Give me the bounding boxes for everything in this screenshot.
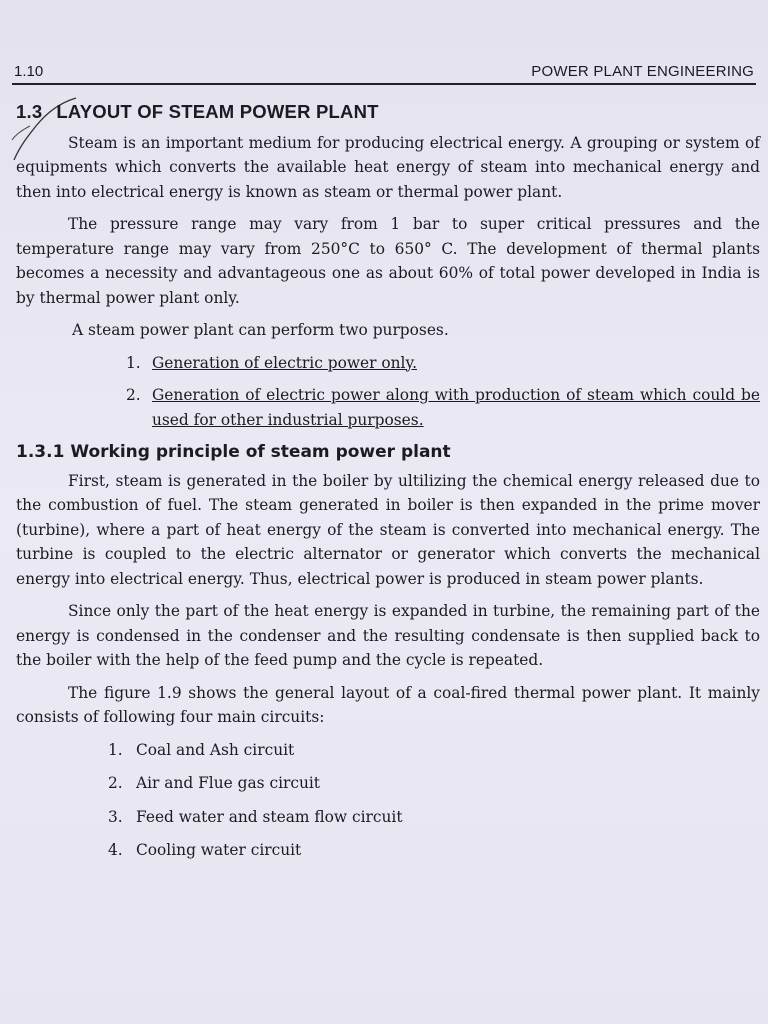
working-paragraph: First, steam is generated in the boiler by ultilizing the chemical energy released due to the combustion of fuel. The steam generated in boiler is then expanded in the prime mover (turbine), where a part of heat energy of the steam is converted into mechanical energy. The turbine is coupled to the electric alternator or generator which converts the mechanical energy into electrical energy. Thus, electrical power is produced in steam power plants. [16,471,760,588]
list-item-number: 3. [108,807,123,826]
section-heading [16,100,760,125]
list-item [16,351,760,376]
section-number: 1.3 [16,101,43,122]
list-item [16,383,760,432]
pressure-paragraph: The pressure range may vary from 1 bar to super critical pressures and the temperature range may vary from 250°C to 650° C. The development of thermal plants becomes a necessity and advantageous one as about 60% of total power developed in India is by thermal power plant only. [16,215,760,307]
purposes-list [16,351,760,433]
list-item [16,805,760,830]
list-item-number: 1. [108,740,123,759]
list-item [16,738,760,763]
list-item-text: Air and Flue gas circuit [136,774,320,792]
list-item [16,838,760,863]
page-body [16,100,760,872]
list-item-number: 2. [126,386,141,404]
list-item-number: 4. [108,841,123,859]
section-title: LAYOUT OF STEAM POWER PLANT [56,101,379,122]
list-item [16,771,760,796]
list-item-text: Generation of electric power only. [152,353,418,372]
figure-reference-paragraph: The figure 1.9 shows the general layout of a coal-fired thermal power plant. It mainly consists of following four main circuits: [16,683,760,726]
subsection-number: 1.3.1 [16,442,65,462]
intro-paragraph: Steam is an important medium for producing electrical energy. A grouping or system of equipments which converts the available heat energy of steam into mechanical energy and then into electrical energy is known as steam or thermal power plant. [16,133,760,201]
subsection-heading [16,440,760,465]
list-item-text: Coal and Ash circuit [136,740,295,759]
condenser-paragraph: Since only the part of the heat energy is expanded in turbine, the remaining part of the energy is condensed in the condenser and the resulting condensate is then supplied back to the boiler with the help of the feed pump and the cycle is repeated. [16,602,760,669]
list-item-text: Generation of electric power along with production of steam which could be used for other industrial purposes. [152,386,760,429]
circuits-list [16,738,760,863]
running-title: POWER PLANT ENGINEERING [531,63,754,80]
list-item-number: 2. [108,774,123,792]
subsection-title: Working principle of steam power plant [70,442,451,462]
list-item-number: 1. [126,353,141,372]
header-rule [12,83,756,85]
list-item-text: Cooling water circuit [136,841,302,859]
running-header [14,58,754,82]
purposes-intro: A steam power plant can perform two purposes. [72,321,449,339]
page-number: 1.10 [14,63,44,80]
list-item-text: Feed water and steam flow circuit [136,807,403,826]
